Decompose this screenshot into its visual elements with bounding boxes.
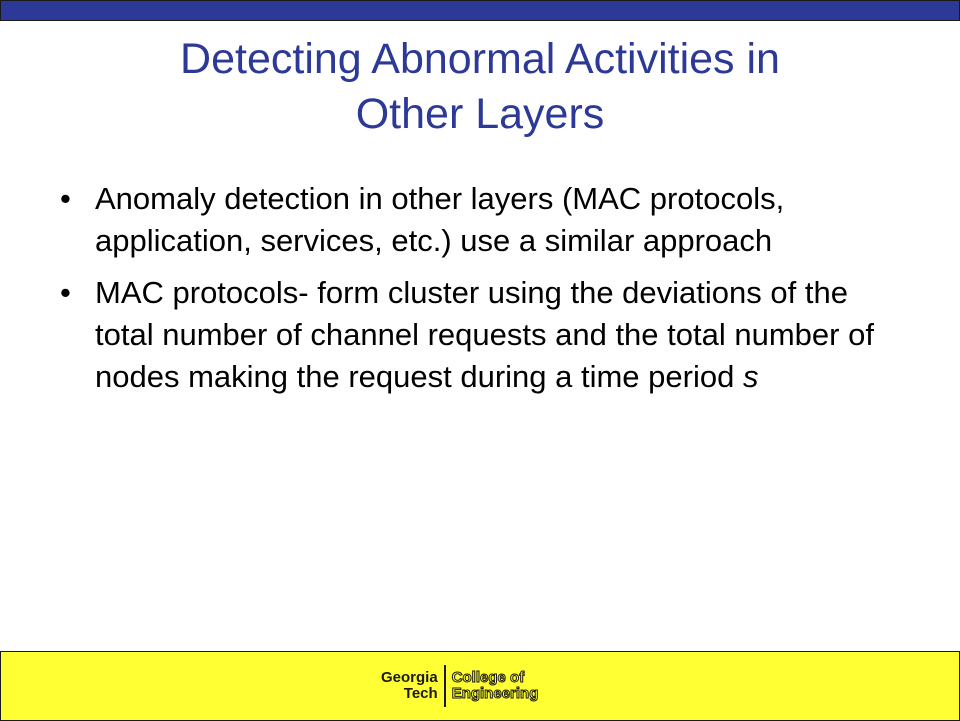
bullet-text — [95, 275, 874, 394]
bullet-text-main: MAC protocols- form cluster using the deviations of the total number of channel requests and the total number of nodes making the request during a time period — [95, 275, 874, 394]
logo-line-1: Georgia — [381, 669, 438, 686]
bullet-text-italic-variable: s — [742, 359, 759, 394]
bullet-item — [60, 272, 890, 398]
bullet-text: Anomaly detection in other layers (MAC protocols, application, services, etc.) use a similar approach — [95, 181, 785, 258]
bullet-dot-icon: • — [60, 275, 71, 310]
logo-line-2: Tech — [403, 685, 438, 702]
footer-bar — [0, 651, 960, 721]
bullet-dot-icon: • — [60, 181, 71, 216]
slide-title — [80, 32, 880, 142]
bullet-item — [60, 178, 890, 262]
logo-wordmark — [381, 670, 438, 702]
slide-title-line-2: Other Layers — [355, 90, 605, 138]
logo-sub-line-2: Engineering — [451, 685, 539, 702]
logo-divider — [444, 665, 446, 707]
top-bar — [0, 0, 960, 21]
slide-title-line-1: Detecting Abnormal Activities in — [180, 35, 780, 83]
bullet-list — [60, 178, 890, 408]
georgia-tech-logo — [381, 663, 538, 709]
logo-sub-line-1: College of — [451, 669, 525, 686]
logo-college-text — [452, 670, 539, 702]
